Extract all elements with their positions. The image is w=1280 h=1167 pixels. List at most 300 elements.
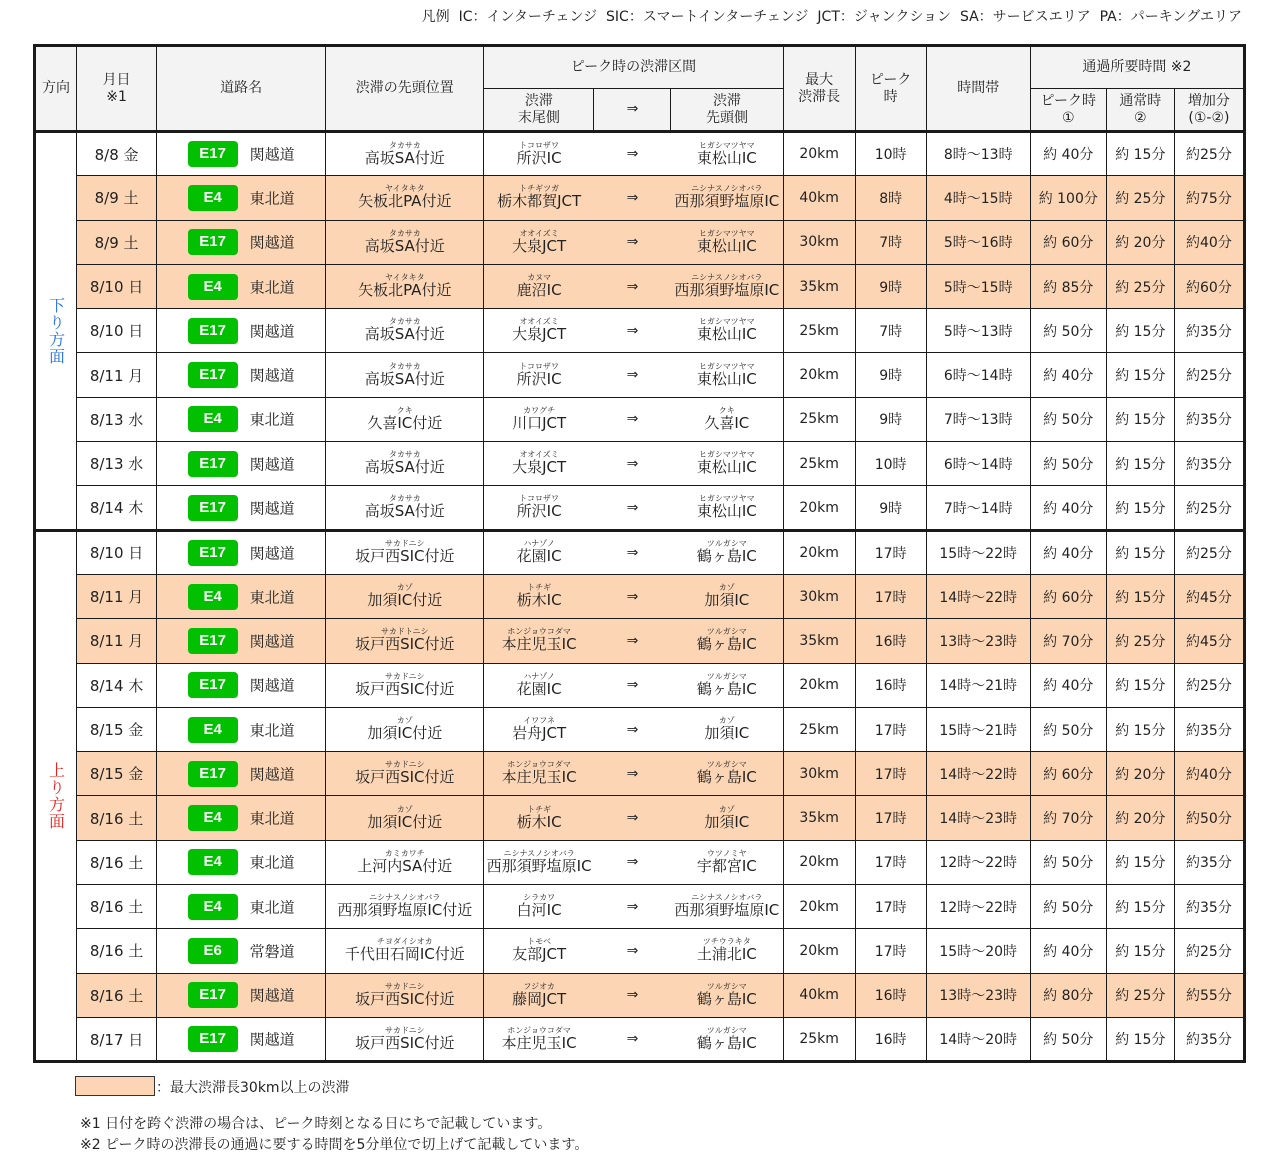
tail-side-ruby: トチギ xyxy=(527,583,552,593)
head-side-cell xyxy=(671,397,783,441)
head-location-ruby: カミカワチ xyxy=(384,848,425,858)
tail-side-ruby: トコロザワ xyxy=(519,361,559,371)
tail-side-cell xyxy=(484,442,594,486)
time-band-cell: 7時～14時 xyxy=(926,486,1030,530)
road-name: 関越道 xyxy=(249,765,295,784)
head-side-ruby: ニシナスノシオバラ xyxy=(691,273,763,283)
max-length-cell: 20km xyxy=(783,353,855,397)
max-length-cell: 30km xyxy=(783,574,855,618)
increase-time-cell: 約45分 xyxy=(1174,574,1244,618)
normal-travel-time-cell: 約 15分 xyxy=(1106,840,1174,884)
time-band-cell: 5時～13時 xyxy=(926,309,1030,353)
peak-time-cell: 9時 xyxy=(855,264,926,308)
road-name: 関越道 xyxy=(249,986,295,1005)
arrow-icon: ⇒ xyxy=(594,619,671,663)
head-side xyxy=(697,1027,757,1051)
head-side-cell xyxy=(671,885,783,929)
header-tail-side: 渋滞 末尾側 xyxy=(484,89,594,132)
head-location-ruby: ヤイタキタ xyxy=(384,273,425,283)
normal-travel-time-cell: 約 15分 xyxy=(1106,397,1174,441)
peak-time-cell: 17時 xyxy=(855,752,926,796)
max-length-cell: 25km xyxy=(783,707,855,751)
normal-travel-time-cell: 約 15分 xyxy=(1106,929,1174,973)
head-location-name: 坂戸西SIC付近 xyxy=(355,547,455,566)
date-cell: 8/15 金 xyxy=(77,752,157,796)
time-band-cell: 14時～21時 xyxy=(926,663,1030,707)
time-band-cell: 13時～23時 xyxy=(926,973,1030,1017)
footnote-1: ※1 日付を跨ぐ渋滞の場合は、ピーク時刻となる日にちで記載しています。 xyxy=(80,1116,552,1132)
normal-travel-time-cell: 約 15分 xyxy=(1106,574,1174,618)
tail-side-name: 西那須野塩原IC xyxy=(486,856,592,875)
road-cell xyxy=(157,840,326,884)
increase-time-cell: 約35分 xyxy=(1174,309,1244,353)
arrow-icon: ⇒ xyxy=(594,442,671,486)
header-head-location: 渋滞の先頭位置 xyxy=(326,46,484,132)
normal-travel-time-cell: 約 15分 xyxy=(1106,663,1174,707)
arrow-icon: ⇒ xyxy=(594,973,671,1017)
increase-time-cell: 約75分 xyxy=(1174,176,1244,220)
route-number-badge: E17 xyxy=(188,229,238,255)
header-date: 月日 ※1 xyxy=(77,46,157,132)
head-location-name: 坂戸西SIC付近 xyxy=(355,635,455,654)
peak-travel-time-cell: 約 50分 xyxy=(1030,442,1106,486)
head-side xyxy=(704,407,749,431)
head-location xyxy=(367,584,442,608)
road-name: 東北道 xyxy=(249,189,295,208)
normal-travel-time-cell: 約 15分 xyxy=(1106,442,1174,486)
head-location-name: 坂戸西SIC付近 xyxy=(355,989,455,1008)
tail-side-name: 大泉JCT xyxy=(512,458,567,477)
max-length-cell: 35km xyxy=(783,796,855,840)
table-row xyxy=(35,752,1245,796)
peak-travel-time-cell: 約 60分 xyxy=(1030,220,1106,264)
footnote-2: ※2 ピーク時の渋滞長の通過に要する時間を5分単位で切上げて記載しています。 xyxy=(80,1137,589,1153)
head-side-name: 東松山IC xyxy=(696,148,757,167)
route-number-badge: E6 xyxy=(188,938,238,964)
peak-travel-time-cell: 約 40分 xyxy=(1030,929,1106,973)
normal-travel-time-cell: 約 15分 xyxy=(1106,707,1174,751)
head-side-name: 鶴ヶ島IC xyxy=(696,768,757,787)
head-location-name: 高坂SA付近 xyxy=(364,325,445,344)
tail-side-cell xyxy=(484,264,594,308)
head-side-name: 鶴ヶ島IC xyxy=(696,1033,757,1052)
road-cell xyxy=(157,929,326,973)
route-number-badge: E4 xyxy=(188,584,238,610)
route-number-badge: E17 xyxy=(188,451,238,477)
head-location-cell xyxy=(326,885,484,929)
tail-side-ruby: シラカワ xyxy=(523,893,556,903)
peak-time-cell: 9時 xyxy=(855,353,926,397)
tail-side-ruby: ホンジョウコダマ xyxy=(507,1025,571,1035)
tail-side-cell xyxy=(484,752,594,796)
normal-travel-time-cell: 約 25分 xyxy=(1106,619,1174,663)
peak-travel-time-cell: 約 80分 xyxy=(1030,973,1106,1017)
head-location-cell xyxy=(326,619,484,663)
head-side xyxy=(697,540,757,564)
arrow-icon: ⇒ xyxy=(594,796,671,840)
road-name: 東北道 xyxy=(249,809,295,828)
date-cell: 8/17 日 xyxy=(77,1017,157,1061)
increase-time-cell: 約25分 xyxy=(1174,929,1244,973)
tail-side-ruby: カヌマ xyxy=(527,273,552,283)
peak-travel-time-cell: 約 70分 xyxy=(1030,619,1106,663)
time-band-cell: 6時～14時 xyxy=(926,353,1030,397)
arrow-icon: ⇒ xyxy=(594,663,671,707)
head-side-ruby: ツチウラキタ xyxy=(702,937,751,947)
route-number-badge: E17 xyxy=(188,1026,238,1052)
head-location-ruby: クキ xyxy=(396,405,413,415)
road-cell xyxy=(157,973,326,1017)
date-cell: 8/16 土 xyxy=(77,929,157,973)
head-side-ruby: ヒガシマツヤマ xyxy=(698,494,755,504)
head-side xyxy=(697,363,757,387)
head-side xyxy=(697,983,757,1007)
head-location-name: 千代田石岡IC付近 xyxy=(344,945,465,964)
head-location xyxy=(367,407,442,431)
road-name: 関越道 xyxy=(249,1030,295,1049)
head-location-name: 高坂SA付近 xyxy=(364,369,445,388)
head-location-cell xyxy=(326,220,484,264)
date-cell: 8/10 日 xyxy=(77,309,157,353)
date-cell: 8/13 水 xyxy=(77,442,157,486)
tail-side xyxy=(517,142,562,166)
peak-time-cell: 17時 xyxy=(855,707,926,751)
head-location-cell xyxy=(326,264,484,308)
route-number-badge: E17 xyxy=(188,141,238,167)
table-row xyxy=(35,486,1245,530)
table-row xyxy=(35,132,1245,176)
arrow-icon: ⇒ xyxy=(594,885,671,929)
head-side-cell xyxy=(671,353,783,397)
time-band-cell: 7時～13時 xyxy=(926,397,1030,441)
table-row xyxy=(35,619,1245,663)
increase-time-cell: 約35分 xyxy=(1174,397,1244,441)
tail-side-ruby: オオイズミ xyxy=(519,228,559,238)
head-location-ruby: サカドトニシ xyxy=(381,627,429,637)
head-location-name: 加須IC付近 xyxy=(367,591,443,610)
date-cell: 8/16 土 xyxy=(77,973,157,1017)
peak-time-cell: 8時 xyxy=(855,176,926,220)
header-peak-section: ピーク時の渋滞区間 xyxy=(484,46,783,89)
road-name: 東北道 xyxy=(249,721,295,739)
max-length-cell: 25km xyxy=(783,1017,855,1061)
time-band-cell: 14時～23時 xyxy=(926,796,1030,840)
head-side xyxy=(697,142,757,166)
normal-travel-time-cell: 約 25分 xyxy=(1106,176,1174,220)
abbreviation-legend: 凡例 IC：インターチェンジ SIC：スマートインターチェンジ JCT：ジャンクション SA：サービスエリア PA：パーキングエリア xyxy=(421,9,1242,25)
head-side-name: 西那須野塩原IC xyxy=(674,901,780,920)
head-location xyxy=(367,717,442,741)
road-name: 東北道 xyxy=(249,588,295,607)
head-location-ruby: チヨダイシオカ xyxy=(376,937,433,947)
tail-side-cell xyxy=(484,885,594,929)
increase-time-cell: 約45分 xyxy=(1174,619,1244,663)
peak-travel-time-cell: 約 70分 xyxy=(1030,796,1106,840)
peak-time-cell: 17時 xyxy=(855,574,926,618)
peak-travel-time-cell: 約 40分 xyxy=(1030,486,1106,530)
route-number-badge: E4 xyxy=(188,274,238,300)
arrow-icon: ⇒ xyxy=(594,840,671,884)
tail-side-name: 栃木都賀JCT xyxy=(497,192,582,211)
tail-side-name: 大泉JCT xyxy=(512,236,567,255)
head-location-ruby: サカドニシ xyxy=(385,760,425,770)
max-length-cell: 20km xyxy=(783,663,855,707)
increase-time-cell: 約35分 xyxy=(1174,1017,1244,1061)
head-location-cell xyxy=(326,132,484,176)
increase-time-cell: 約55分 xyxy=(1174,973,1244,1017)
peak-time-cell: 9時 xyxy=(855,486,926,530)
peak-travel-time-cell: 約 50分 xyxy=(1030,309,1106,353)
head-side xyxy=(674,185,779,209)
head-side-name: 加須IC xyxy=(704,591,750,610)
head-side-ruby: ツルガシマ xyxy=(706,760,747,770)
increase-time-cell: 約25分 xyxy=(1174,353,1244,397)
table-row xyxy=(35,840,1245,884)
head-side-ruby: ツルガシマ xyxy=(706,627,747,637)
peak-time-cell: 16時 xyxy=(855,973,926,1017)
head-side-name: 加須IC xyxy=(704,724,750,742)
max-length-cell: 40km xyxy=(783,973,855,1017)
tail-side-cell xyxy=(484,574,594,618)
road-name: 関越道 xyxy=(249,322,295,341)
tail-side-ruby: トチギツガ xyxy=(519,184,560,194)
route-number-badge: E4 xyxy=(188,894,238,920)
head-location-cell xyxy=(326,973,484,1017)
head-side-ruby: カゾ xyxy=(718,716,735,725)
head-location-ruby: タカサカ xyxy=(388,361,421,371)
time-band-cell: 14時～22時 xyxy=(926,574,1030,618)
head-side xyxy=(697,673,757,697)
head-side xyxy=(674,894,779,918)
max-length-cell: 20km xyxy=(783,840,855,884)
max-length-cell: 20km xyxy=(783,530,855,574)
head-location-name: 高坂SA付近 xyxy=(364,502,445,521)
tail-side-name: 栃木IC xyxy=(516,591,562,610)
tail-side-name: 本庄児玉IC xyxy=(501,1033,577,1052)
head-location xyxy=(355,540,454,564)
head-side-name: 東松山IC xyxy=(696,369,757,388)
route-number-badge: E17 xyxy=(188,540,238,566)
head-location-cell xyxy=(326,353,484,397)
header-direction: 方向 xyxy=(35,46,77,132)
road-cell xyxy=(157,176,326,220)
road-name: 東北道 xyxy=(249,898,295,917)
head-location-ruby: サカドニシ xyxy=(385,671,425,681)
peak-time-cell: 17時 xyxy=(855,796,926,840)
table-row xyxy=(35,1017,1245,1061)
arrow-icon: ⇒ xyxy=(594,707,671,751)
tail-side xyxy=(502,628,577,652)
table-row xyxy=(35,176,1245,220)
date-cell: 8/8 金 xyxy=(77,132,157,176)
time-band-cell: 14時～20時 xyxy=(926,1017,1030,1061)
normal-travel-time-cell: 約 15分 xyxy=(1106,353,1174,397)
table-row xyxy=(35,220,1245,264)
tail-side xyxy=(517,584,562,608)
head-side-cell xyxy=(671,264,783,308)
header-max-length: 最大 渋滞長 xyxy=(783,46,855,132)
route-number-badge: E17 xyxy=(188,982,238,1008)
head-side-ruby: ツルガシマ xyxy=(706,1025,747,1035)
highlight-legend-label: ：最大渋滞長30km以上の渋滞 xyxy=(156,1080,350,1096)
head-location-cell xyxy=(326,574,484,618)
head-side-name: 鶴ヶ島IC xyxy=(696,547,757,566)
congestion-forecast-table xyxy=(33,44,1246,1063)
arrow-icon: ⇒ xyxy=(594,353,671,397)
road-cell xyxy=(157,796,326,840)
normal-travel-time-cell: 約 15分 xyxy=(1106,1017,1174,1061)
increase-time-cell: 約40分 xyxy=(1174,220,1244,264)
header-road: 道路名 xyxy=(157,46,326,132)
tail-side-name: 友部JCT xyxy=(512,945,567,964)
tail-side-ruby: ニシナスノシオバラ xyxy=(503,848,575,858)
tail-side-ruby: トチギ xyxy=(527,804,552,814)
head-location-cell xyxy=(326,840,484,884)
table-row xyxy=(35,707,1245,751)
tail-side-cell xyxy=(484,973,594,1017)
date-cell: 8/16 土 xyxy=(77,885,157,929)
head-location-name: 高坂SA付近 xyxy=(364,458,445,477)
date-cell: 8/10 日 xyxy=(77,530,157,574)
head-location-cell xyxy=(326,530,484,574)
table-row xyxy=(35,397,1245,441)
date-cell: 8/14 木 xyxy=(77,486,157,530)
head-side xyxy=(697,850,757,874)
head-side xyxy=(697,451,757,475)
road-name: 東北道 xyxy=(249,278,295,297)
peak-time-cell: 10時 xyxy=(855,442,926,486)
route-number-badge: E4 xyxy=(188,185,238,211)
tail-side xyxy=(517,806,562,830)
head-side xyxy=(697,628,757,652)
time-band-cell: 5時～15時 xyxy=(926,264,1030,308)
tail-side xyxy=(512,451,566,475)
tail-side xyxy=(512,318,566,342)
tail-side-ruby: オオイズミ xyxy=(519,450,559,460)
head-side-ruby: ツルガシマ xyxy=(706,981,747,991)
head-side-cell xyxy=(671,442,783,486)
arrow-icon: ⇒ xyxy=(594,486,671,530)
head-location-name: 高坂SA付近 xyxy=(364,148,445,167)
table-row xyxy=(35,574,1245,618)
increase-time-cell: 約35分 xyxy=(1174,442,1244,486)
head-location-name: 加須IC付近 xyxy=(367,812,443,831)
time-band-cell: 6時～14時 xyxy=(926,442,1030,486)
head-location-name: 矢板北PA付近 xyxy=(358,192,452,211)
tail-side-ruby: ハナゾノ xyxy=(523,671,555,681)
date-cell: 8/15 金 xyxy=(77,707,157,751)
head-location xyxy=(357,850,452,874)
head-location-cell xyxy=(326,752,484,796)
tail-side-name: 藤岡JCT xyxy=(512,989,567,1008)
tail-side-ruby: ホンジョウコダマ xyxy=(507,627,571,637)
date-cell: 8/9 土 xyxy=(77,176,157,220)
peak-travel-time-cell: 約 60分 xyxy=(1030,574,1106,618)
peak-time-cell: 9時 xyxy=(855,397,926,441)
arrow-icon: ⇒ xyxy=(594,309,671,353)
arrow-icon: ⇒ xyxy=(594,929,671,973)
max-length-cell: 35km xyxy=(783,264,855,308)
tail-side xyxy=(512,983,566,1007)
head-side-name: 鶴ヶ島IC xyxy=(696,679,757,698)
road-cell xyxy=(157,530,326,574)
max-length-cell: 20km xyxy=(783,885,855,929)
arrow-icon: ⇒ xyxy=(594,132,671,176)
normal-travel-time-cell: 約 15分 xyxy=(1106,132,1174,176)
tail-side-cell xyxy=(484,176,594,220)
head-side-ruby: ツルガシマ xyxy=(706,671,747,681)
road-name: 関越道 xyxy=(249,366,295,385)
tail-side-name: 鹿沼IC xyxy=(516,281,562,300)
road-name: 東北道 xyxy=(249,853,295,872)
peak-travel-time-cell: 約 50分 xyxy=(1030,1017,1106,1061)
peak-travel-time-cell: 約 50分 xyxy=(1030,707,1106,751)
head-location-name: 高坂SA付近 xyxy=(364,236,445,255)
tail-side-name: 大泉JCT xyxy=(512,325,567,344)
road-name: 関越道 xyxy=(249,233,295,252)
increase-time-cell: 約25分 xyxy=(1174,530,1244,574)
head-location xyxy=(365,318,445,342)
road-cell xyxy=(157,885,326,929)
road-cell xyxy=(157,752,326,796)
head-location-ruby: サカドニシ xyxy=(385,981,425,991)
table-row xyxy=(35,264,1245,308)
head-side-cell xyxy=(671,752,783,796)
peak-travel-time-cell: 約 40分 xyxy=(1030,353,1106,397)
road-cell xyxy=(157,353,326,397)
tail-side-ruby: フジオカ xyxy=(523,981,555,991)
tail-side-ruby: イワフネ xyxy=(523,716,555,725)
peak-travel-time-cell: 約 40分 xyxy=(1030,132,1106,176)
arrow-icon: ⇒ xyxy=(594,176,671,220)
tail-side-name: 所沢IC xyxy=(516,369,562,388)
head-side-ruby: ヒガシマツヤマ xyxy=(698,450,755,460)
peak-travel-time-cell: 約 60分 xyxy=(1030,752,1106,796)
tail-side xyxy=(502,1027,577,1051)
road-name: 関越道 xyxy=(249,455,295,474)
head-side-name: 東松山IC xyxy=(696,325,757,344)
peak-travel-time-cell: 約 50分 xyxy=(1030,397,1106,441)
head-location-ruby: タカサカ xyxy=(388,494,421,504)
road-name: 常磐道 xyxy=(249,942,295,961)
road-cell xyxy=(157,397,326,441)
head-side xyxy=(697,318,757,342)
tail-side-ruby: ホンジョウコダマ xyxy=(507,760,571,770)
head-side-ruby: ヒガシマツヤマ xyxy=(698,140,755,150)
normal-travel-time-cell: 約 15分 xyxy=(1106,885,1174,929)
head-location-name: 上河内SA付近 xyxy=(357,856,453,875)
head-side-name: 加須IC xyxy=(704,812,750,831)
normal-travel-time-cell: 約 20分 xyxy=(1106,752,1174,796)
date-cell: 8/11 月 xyxy=(77,574,157,618)
head-location xyxy=(355,1027,454,1051)
head-side xyxy=(697,495,757,519)
arrow-icon: ⇒ xyxy=(594,752,671,796)
route-number-badge: E4 xyxy=(188,805,238,831)
head-side-ruby: ウツノミヤ xyxy=(706,848,747,858)
route-number-badge: E4 xyxy=(188,406,238,432)
time-band-cell: 13時～23時 xyxy=(926,619,1030,663)
tail-side xyxy=(502,761,577,785)
head-side-cell xyxy=(671,530,783,574)
tail-side-cell xyxy=(484,530,594,574)
highlight-legend-swatch xyxy=(75,1076,155,1096)
head-location-cell xyxy=(326,176,484,220)
normal-travel-time-cell: 約 25分 xyxy=(1106,264,1174,308)
head-side-cell xyxy=(671,840,783,884)
tail-side xyxy=(512,717,566,741)
head-location xyxy=(367,806,442,830)
